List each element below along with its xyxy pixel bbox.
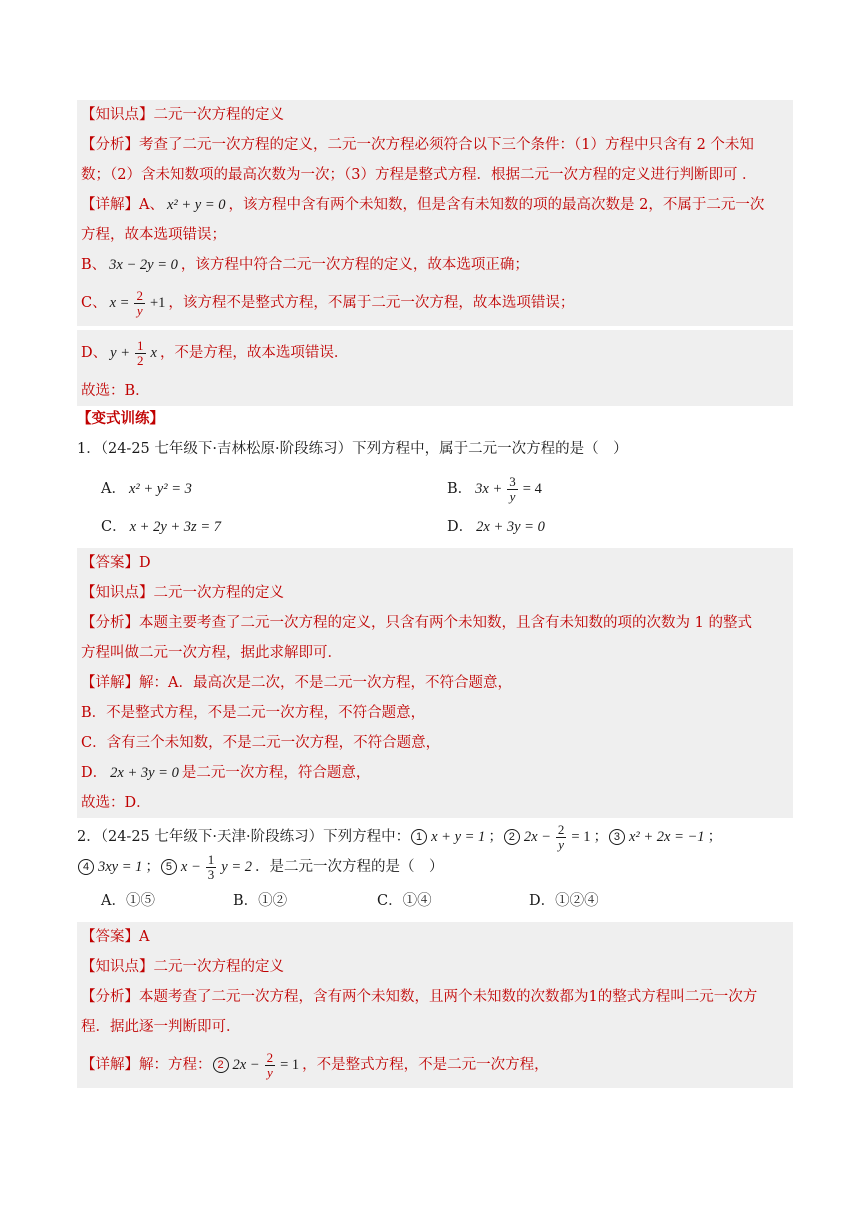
math-expr: 2x + 3y = 0 [476,519,545,535]
question-2-stem-line-2 [77,852,793,882]
analysis-text: 数；（2）含未知数项的最高次数为一次；（3）方程是整式方程．根据二元一次方程的定义进行判断即可 ． [81,167,757,183]
circled-number: 2 [213,1057,229,1073]
option-d[interactable]: D．①②④ [529,893,599,909]
option-label: D． [447,519,474,535]
math-expr: 3x − 2y = 0 [109,257,178,273]
analysis-line-1 [81,982,789,1012]
detail-text: ，不是整式方程，不是二元一次方程， [302,1057,549,1073]
separator: ； [593,829,608,845]
math-expr: x² + 2x = −1 [628,829,705,845]
analysis-line-2 [81,1012,789,1042]
question-2-options [77,882,793,920]
question-1-options-row-1 [77,470,793,508]
option-prefix: C、 [81,295,107,311]
choice-text: 故选：B． [81,383,150,399]
detail-line-2 [81,698,789,728]
answer-text: D [139,555,151,571]
math-expr: x² + y² = 3 [128,481,192,497]
math-expr: 2x − [232,1057,260,1073]
detail-tag: 【详解】 [81,675,139,691]
option-label: C． [101,519,127,535]
detail-tag: 【详解】 [81,1057,139,1073]
detail-text: ，该方程中符合二元一次方程的定义，故本选项正确； [180,257,529,273]
analysis-tag: 【分析】 [81,989,139,1005]
option-prefix: A、 [139,197,164,213]
numerator: 1 [207,851,215,867]
math-expr: x − [180,859,201,875]
circled-number: 1 [411,829,427,845]
option-prefix: B、 [81,257,107,273]
analysis-text: 本题主要考查了二元一次方程的定义，只含有两个未知数，且含有未知数的项的次数为 1 的整式 [139,615,752,631]
detail-line-1 [81,668,789,698]
separator: ； [145,859,160,875]
option-a[interactable]: A．①⑤ [101,893,155,909]
variant-heading: 【变式训练】 [77,410,164,427]
fraction [206,853,217,882]
circled-number: 4 [78,859,94,875]
detail-text: 解：方程： [139,1057,212,1073]
option-label: A． [101,481,126,497]
kp-text: 二元一次方程的定义 [153,959,284,975]
option-prefix: D． [81,765,108,781]
detail-text: ，该方程不是整式方程，不属于二元一次方程，故本选项错误； [168,295,575,311]
option-prefix: D、 [81,345,108,361]
solution-block-3 [77,922,793,1088]
denominator: 2 [137,352,144,368]
solution-block-1 [77,100,793,326]
math-expr: 3x + [475,481,503,497]
detail-line-3 [81,728,789,758]
kp-line [81,578,789,608]
option-b[interactable] [447,470,793,508]
detail-a-line-1 [81,190,789,220]
option-c[interactable] [77,508,447,546]
answer-tag: 【答案】 [81,929,139,945]
detail-line-4 [81,758,789,788]
numerator: 2 [136,287,143,303]
math-expr: x² + y = 0 [166,197,226,213]
analysis-text: 本题考查了二元一次方程，含有两个未知数，且两个未知数的次数都为1的整式方程叫二元一次方 [139,989,758,1005]
numerator: 1 [137,337,144,353]
analysis-line-2 [81,638,789,668]
question-stem: ．是二元一次方程的是（ ） [255,859,444,875]
detail-d-line [81,330,789,376]
numerator: 2 [557,821,565,837]
analysis-text: 考查了二元一次方程的定义，二元一次方程必须符合以下三个条件：（1）方程中只含有 2 个未知 [139,137,754,153]
numerator: 3 [509,473,516,489]
fraction [265,1051,276,1080]
option-a[interactable] [77,470,447,508]
choice-line [81,788,789,818]
analysis-text: 程．据此逐一判断即可． [81,1019,241,1035]
option-d[interactable] [447,508,793,546]
kp-line [81,952,789,982]
fraction [135,339,146,368]
question-1-options-row-2 [77,508,793,546]
detail-tag: 【详解】 [81,197,139,213]
fraction [134,289,145,318]
detail-line-1 [81,1042,789,1088]
option-b[interactable]: B．①② [233,893,288,909]
detail-text: 方程，故本选项错误； [81,227,226,243]
answer-line [81,922,789,952]
kp-text: 二元一次方程的定义 [153,585,284,601]
detail-text: C．含有三个未知数，不是二元一次方程，不符合题意， [81,735,441,751]
denominator: y [558,836,565,852]
math-expr: x + y = 1 [431,829,486,845]
choice-line [81,376,789,406]
math-expr: = 1 [280,1057,300,1073]
analysis-text: 方程叫做二元一次方程，据此求解即可． [81,645,342,661]
numerator: 2 [266,1049,274,1065]
fraction [507,475,518,504]
answer-line [81,548,789,578]
detail-a-line-2 [81,220,789,250]
answer-tag: 【答案】 [81,555,139,571]
circled-number: 2 [504,829,520,845]
math-expr: x + 2y + 3z = 7 [129,519,221,535]
question-1-stem: 1．（24-25 七年级下·吉林松原·阶段练习）下列方程中，属于二元一次方程的是（ ） [77,441,628,457]
kp-line [81,100,789,130]
detail-text: ，不是方程，故本选项错误． [159,345,349,361]
choice-text: 故选：D． [81,795,151,811]
solution-block-1-cont [77,330,793,406]
detail-text: B．不是整式方程，不是二元一次方程，不符合题意， [81,705,426,721]
solution-block-2 [77,548,793,818]
detail-c-line [81,280,789,326]
denominator: y [266,1064,273,1080]
kp-tag: 【知识点】 [81,585,154,601]
analysis-line-1 [81,608,789,638]
detail-text: 解：A．最高次是二次，不是二元一次方程，不符合题意， [139,675,512,691]
circled-number: 3 [609,829,625,845]
detail-text: 是二元一次方程，符合题意， [181,765,371,781]
option-c[interactable]: C．①④ [377,893,432,909]
math-expr: x [150,345,157,361]
math-expr: = 4 [522,481,542,497]
denominator: y [136,302,143,318]
detail-b-line [81,250,789,280]
kp-tag: 【知识点】 [81,959,154,975]
answer-text: A [139,929,150,945]
question-2-stem-line-1 [77,822,793,852]
analysis-line-1 [81,130,789,160]
denominator: 3 [207,866,215,882]
separator: ； [488,829,503,845]
question-stem: 2．（24-25 七年级下·天津·阶段练习）下列方程中： [77,829,411,845]
math-expr: 2x − [523,829,551,845]
analysis-line-2 [81,160,789,190]
detail-text: ，该方程中含有两个未知数，但是含有未知数的项的最高次数是 2，不属于二元一次 [228,197,765,213]
circled-number: 5 [161,859,177,875]
math-expr: 2x + 3y = 0 [110,765,179,781]
math-expr: x = [109,295,130,311]
analysis-tag: 【分析】 [81,137,139,153]
separator: ； [707,829,723,845]
fraction [556,823,567,852]
math-expr: +1 [149,295,166,311]
math-expr: y + [110,345,130,361]
kp-text: 二元一次方程的定义 [153,107,284,123]
document-page [77,100,793,1088]
math-expr: y = 2 [221,859,252,875]
analysis-tag: 【分析】 [81,615,139,631]
math-expr: = 1 [571,829,591,845]
kp-tag: 【知识点】 [81,107,154,123]
option-label: B． [447,481,473,497]
math-expr: 3xy = 1 [98,859,143,875]
denominator: y [509,488,516,504]
